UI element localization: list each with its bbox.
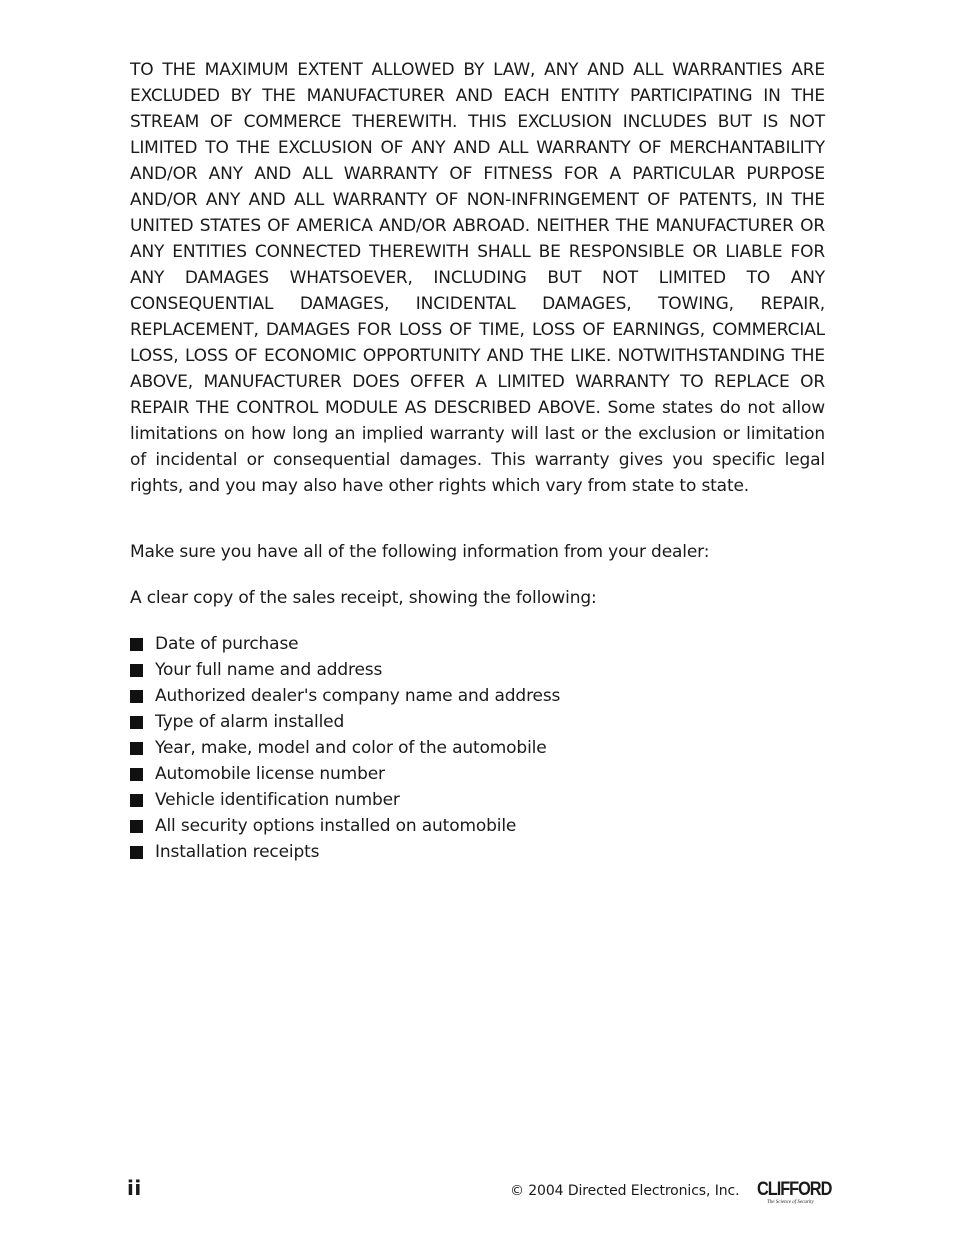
square-bullet-icon bbox=[130, 690, 143, 703]
logo-wordmark: CLIFFORD bbox=[757, 1179, 832, 1200]
list-item bbox=[130, 657, 560, 683]
square-bullet-icon bbox=[130, 716, 143, 729]
list-item bbox=[130, 839, 560, 865]
square-bullet-icon bbox=[130, 820, 143, 833]
list-item-label: Automobile license number bbox=[155, 764, 385, 784]
list-item-label: Year, make, model and color of the automobile bbox=[155, 738, 547, 758]
list-item bbox=[130, 709, 560, 735]
square-bullet-icon bbox=[130, 794, 143, 807]
logo-tagline: The Science of Security bbox=[767, 1200, 814, 1205]
list-item bbox=[130, 735, 560, 761]
receipt-checklist bbox=[130, 631, 560, 865]
clifford-logo bbox=[757, 1179, 832, 1210]
list-item bbox=[130, 787, 560, 813]
page-number: ii bbox=[127, 1176, 142, 1200]
square-bullet-icon bbox=[130, 768, 143, 781]
list-item-label: Type of alarm installed bbox=[155, 712, 345, 732]
warranty-exclusion-paragraph: TO THE MAXIMUM EXTENT ALLOWED BY LAW, ANY AND ALL WARRANTIES ARE EXCLUDED BY THE MANUFACTURER AND EACH ENTITY PARTICIPATING IN THE STREAM OF COMMERCE THEREWITH. THIS EXCLUSION INCLUDES BUT IS NOT LIMITED TO THE EXCLUSION OF ANY AND ALL WARRANTY OF MERCHANTABILITY AND/OR ANY AND ALL WARRANTY OF FITNESS FOR A PARTICULAR PURPOSE AND/OR ANY AND ALL WARRANTY OF NON-INFRINGEMENT OF PATENTS, IN THE UNITED STATES OF AMERICA AND/OR ABROAD. NEITHER THE MANUFACTURER OR ANY ENTITIES CONNECTED THEREWITH SHALL BE RESPONSIBLE OR LIABLE FOR ANY DAMAGES WHATSOEVER, INCLUDING BUT NOT LIMITED TO ANY CONSEQUENTIAL DAMAGES, INCIDENTAL DAMAGES, TOWING, REPAIR, REPLACEMENT, DAMAGES FOR LOSS OF TIME, LOSS OF EARNINGS, COMMERCIAL LOSS, LOSS OF ECONOMIC OPPORTUNITY AND THE LIKE. NOTWITHSTANDING THE ABOVE, MANUFACTURER DOES OFFER A LIMITED WARRANTY TO REPLACE OR REPAIR THE CONTROL MODULE AS DESCRIBED ABOVE. Some states do not allow limitations on how long an implied warranty will last or the exclusion or limitation of incidental or consequential damages. This warranty gives you specific legal rights, and you may also have other rights which vary from state to state. bbox=[130, 60, 825, 496]
list-item-label: Authorized dealer's company name and address bbox=[155, 686, 561, 706]
sales-receipt-intro: A clear copy of the sales receipt, showing the following: bbox=[130, 588, 597, 608]
list-item-label: Date of purchase bbox=[155, 634, 299, 654]
list-item bbox=[130, 683, 560, 709]
list-item-label: Your full name and address bbox=[155, 660, 383, 680]
square-bullet-icon bbox=[130, 638, 143, 651]
square-bullet-icon bbox=[130, 664, 143, 677]
list-item bbox=[130, 813, 560, 839]
list-item bbox=[130, 761, 560, 787]
list-item-label: Installation receipts bbox=[155, 842, 320, 862]
dealer-info-intro: Make sure you have all of the following information from your dealer: bbox=[130, 542, 710, 562]
list-item bbox=[130, 631, 560, 657]
square-bullet-icon bbox=[130, 742, 143, 755]
list-item-label: Vehicle identification number bbox=[155, 790, 400, 810]
square-bullet-icon bbox=[130, 846, 143, 859]
copyright-notice: © 2004 Directed Electronics, Inc. bbox=[510, 1183, 740, 1199]
list-item-label: All security options installed on automobile bbox=[155, 816, 517, 836]
